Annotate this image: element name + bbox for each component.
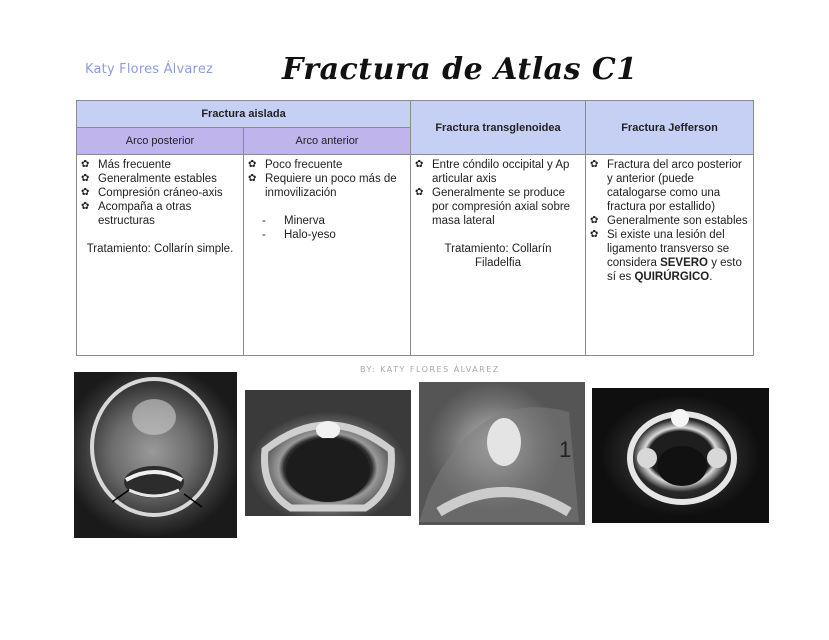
- list-item: ✿ Entre cóndilo occipital y Ap articular axis: [415, 159, 570, 185]
- ct-scan-image-4: [592, 388, 769, 523]
- cell-jefferson: [586, 155, 754, 356]
- ct-scan-drawing: [245, 390, 411, 516]
- header-jefferson: Fractura Jefferson: [586, 101, 754, 155]
- flower-bullet-icon: ✿: [415, 159, 424, 170]
- cell-transglenoidea: [411, 155, 586, 356]
- list-item: ✿ Fractura del arco posterior y anterior (puede catalogarse como una fractura por estallido): [590, 159, 742, 213]
- subheader-anterior: Arco anterior: [244, 128, 411, 155]
- page-title: Fractura de Atlas C1: [282, 52, 638, 87]
- list-item: ✿ Compresión cráneo-axis: [81, 187, 223, 199]
- list-item: ✿ Requiere un poco más de inmovilización: [248, 173, 397, 199]
- ct-scan-image-2: [245, 390, 411, 516]
- ct-scan-drawing: [74, 372, 237, 538]
- header-transglenoidea: Fractura transglenoidea: [411, 101, 586, 155]
- cell-anterior: [244, 155, 411, 356]
- flower-bullet-icon: ✿: [590, 215, 599, 226]
- subheader-posterior: Arco posterior: [77, 128, 244, 155]
- flower-bullet-icon: ✿: [590, 229, 599, 240]
- image-label: 1: [559, 437, 572, 462]
- ct-scan-drawing: [419, 382, 585, 525]
- flower-bullet-icon: ✿: [415, 187, 424, 198]
- list-item: ✿ Acompaña a otras estructuras: [81, 201, 192, 227]
- list-item: ✿ Poco frecuente: [248, 159, 343, 171]
- header-aislada: Fractura aislada: [77, 101, 411, 128]
- flower-bullet-icon: ✿: [81, 201, 90, 212]
- list-item: ✿ Generalmente estables: [81, 173, 217, 185]
- flower-bullet-icon: ✿: [81, 159, 90, 170]
- fracture-table: [76, 100, 754, 356]
- dash-item: - Halo-yeso: [262, 229, 336, 241]
- ct-scan-drawing: [592, 388, 769, 523]
- severity-severo: SEVERO: [660, 257, 708, 269]
- treatment-transglenoidea: Tratamiento: Collarín Filadelfia: [444, 243, 552, 269]
- list-item: ✿ Generalmente son estables: [590, 215, 748, 227]
- ct-scan-image-1: [74, 372, 237, 538]
- cell-posterior: [77, 155, 244, 356]
- list-item: ✿ Si existe una lesión del ligamento transverso se considera SEVERO y esto sí es QUIRÚRGICO.: [590, 229, 742, 283]
- treatment-posterior: Tratamiento: Collarín simple.: [86, 243, 234, 255]
- severity-quirurgico: QUIRÚRGICO: [634, 271, 710, 283]
- ct-scan-image-3: [419, 382, 585, 525]
- dash-icon: -: [262, 215, 266, 227]
- list-item: ✿ Generalmente se produce por compresión axial sobre masa lateral: [415, 187, 571, 227]
- flower-bullet-icon: ✿: [590, 159, 599, 170]
- flower-bullet-icon: ✿: [81, 187, 90, 198]
- flower-bullet-icon: ✿: [248, 159, 257, 170]
- credit-line: BY: KATY FLORES ÁLVAREZ: [360, 365, 500, 374]
- list-item: ✿ Más frecuente: [81, 159, 171, 171]
- flower-bullet-icon: ✿: [248, 173, 257, 184]
- author-name: Katy Flores Álvarez: [85, 62, 214, 77]
- dash-item: - Minerva: [262, 215, 325, 227]
- flower-bullet-icon: ✿: [81, 173, 90, 184]
- dash-icon: -: [262, 229, 266, 241]
